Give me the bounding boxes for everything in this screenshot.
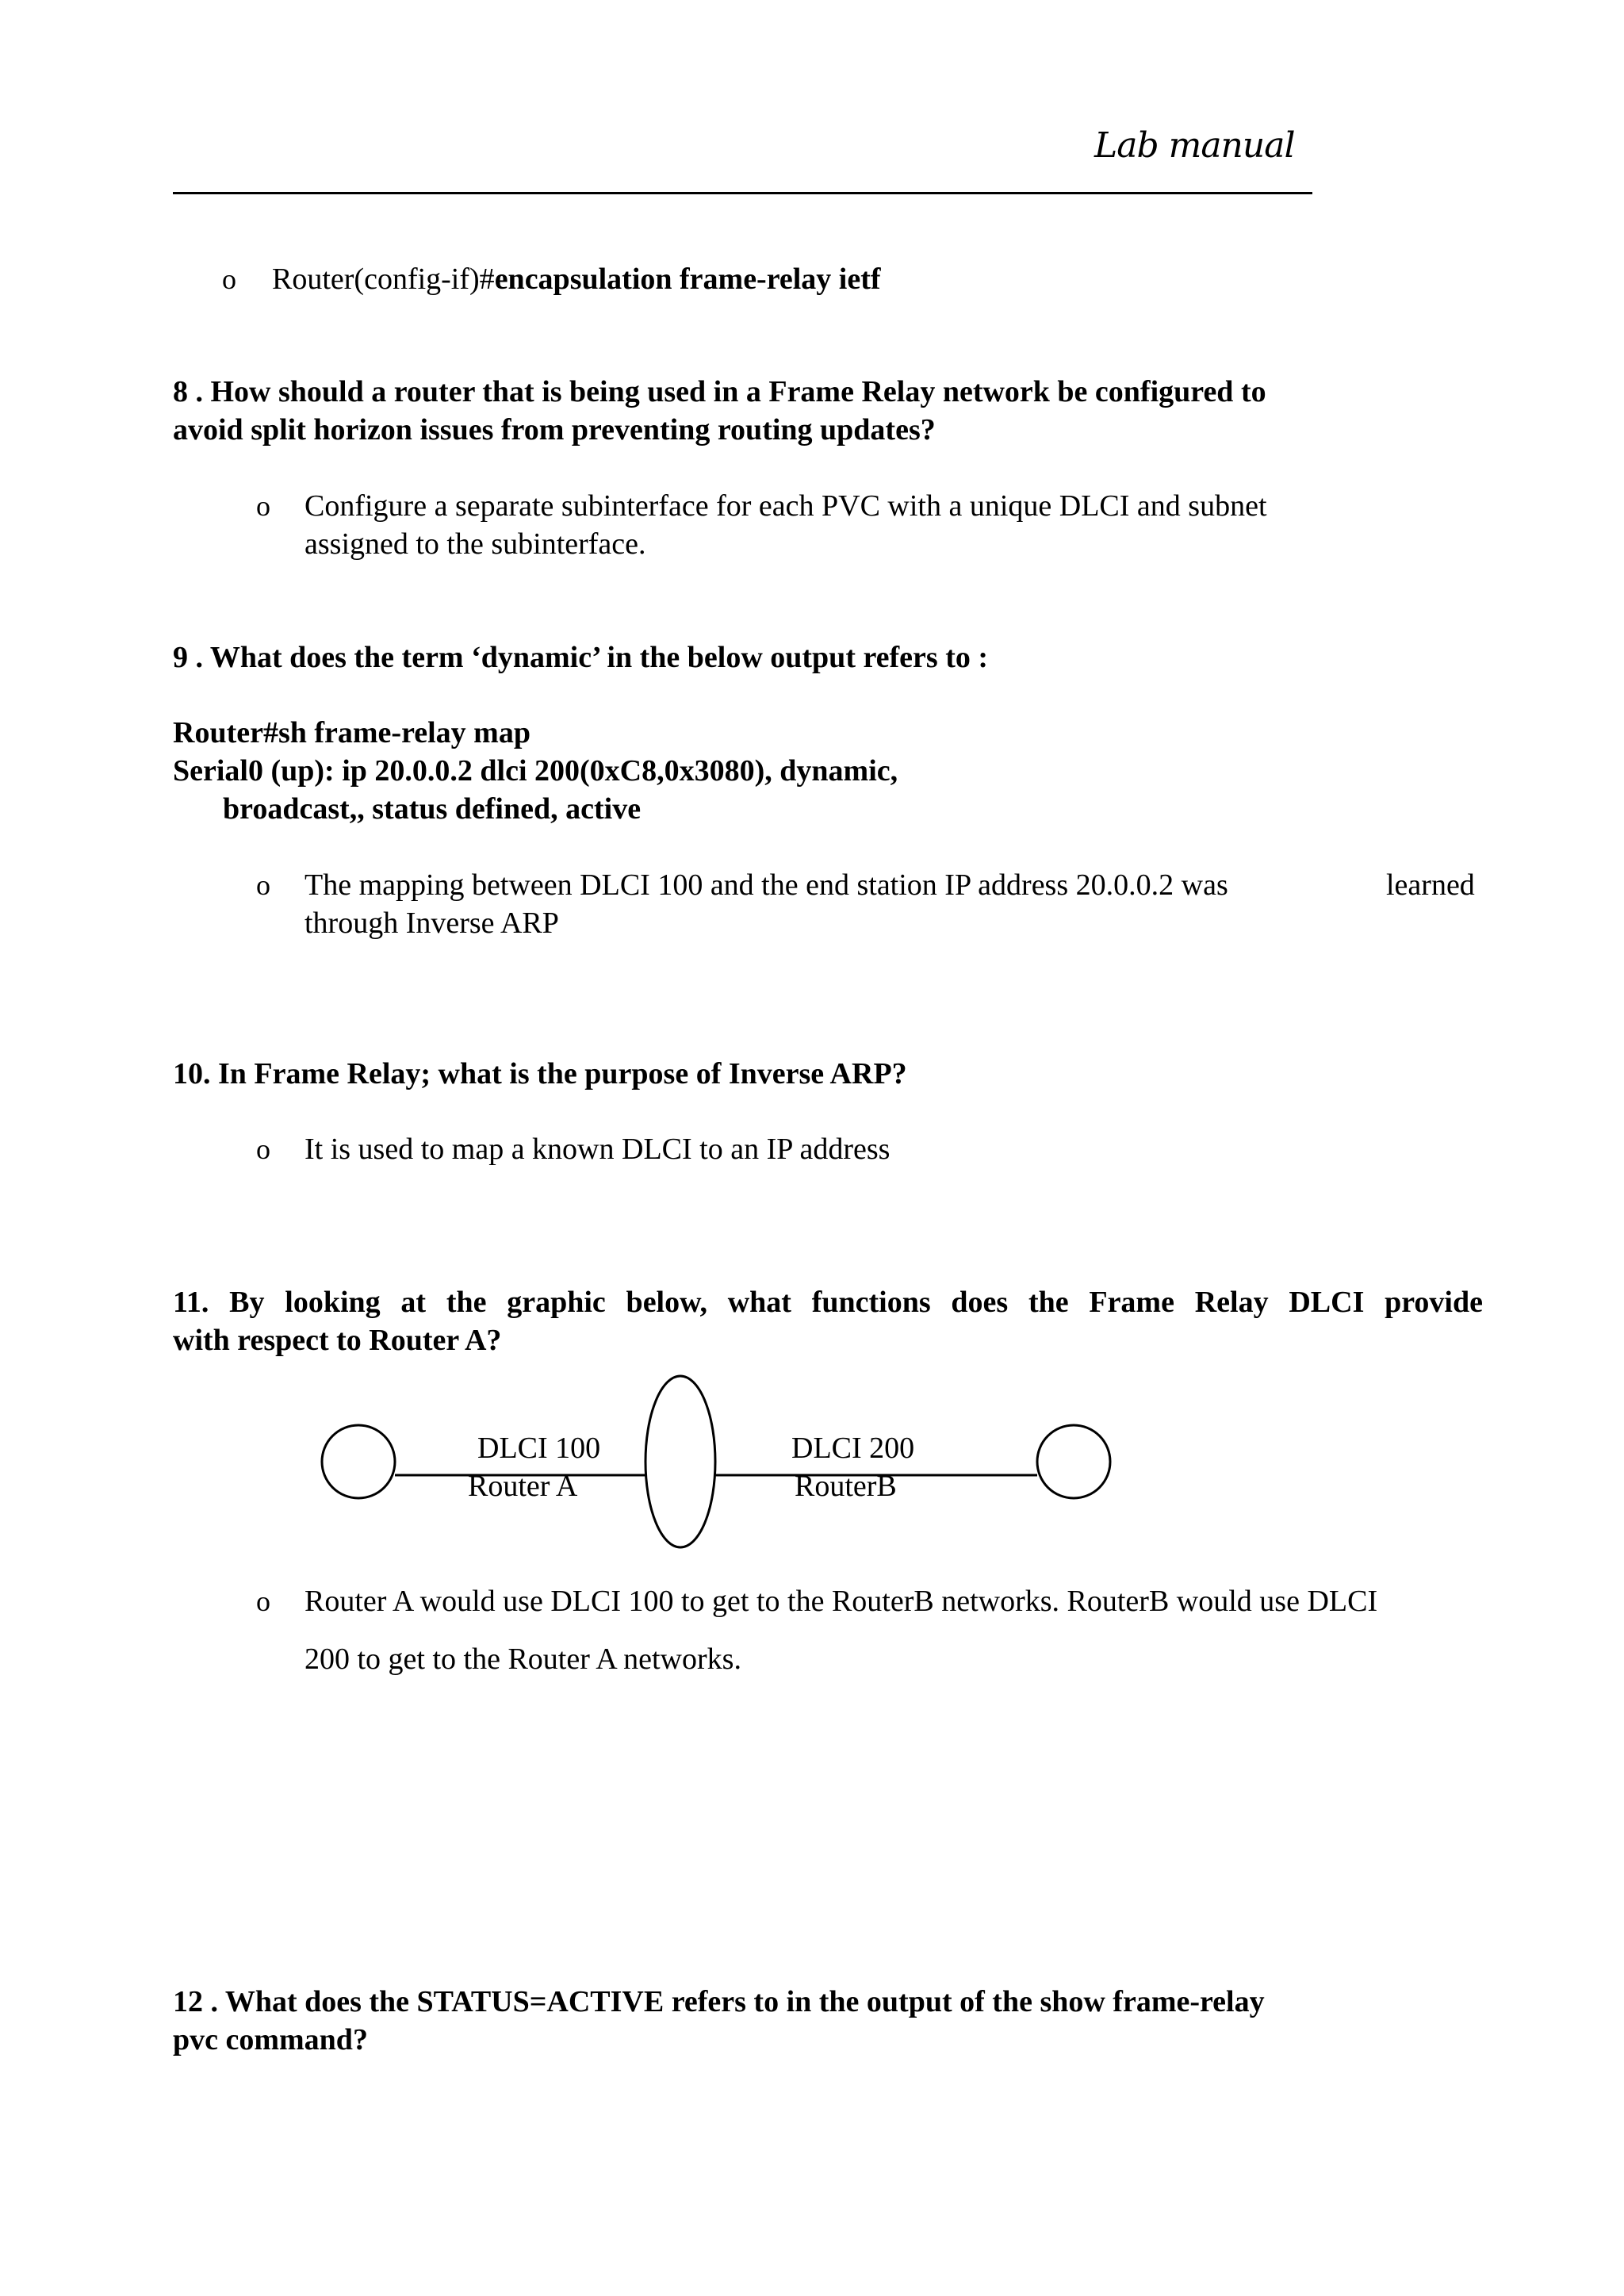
answer-11-line-1: Router A would use DLCI 100 to get to the RouterB networks. RouterB would use DLCI <box>304 1585 1378 1618</box>
header-title: Lab manual <box>1094 125 1295 166</box>
question-8-line-1: 8 . How should a router that is being used in a Frame Relay network be configured to <box>173 375 1266 408</box>
question-11-line-2: with respect to Router A? <box>173 1324 502 1357</box>
router-a-node <box>322 1425 395 1498</box>
output-line-1: Router#sh frame-relay map <box>173 716 530 749</box>
bullet-marker: o <box>256 1133 270 1165</box>
bullet-marker: o <box>256 869 270 901</box>
bullet-marker: o <box>256 490 270 522</box>
question-12-line-2: pvc command? <box>173 2023 368 2056</box>
question-12-line-1: 12 . What does the STATUS=ACTIVE refers to in the output of the show frame-relay <box>173 1985 1265 2018</box>
question-8-line-2: avoid split horizon issues from preventing routing updates? <box>173 413 936 447</box>
router-b-node <box>1037 1425 1110 1498</box>
output-line-2: Serial0 (up): ip 20.0.0.2 dlci 200(0xC8,0x3080), dynamic, <box>173 754 898 788</box>
right-router-label: RouterB <box>795 1470 897 1503</box>
output-line-3: broadcast,, status defined, active <box>223 792 642 826</box>
left-router-label: Router A <box>468 1470 578 1503</box>
command-prefix: Router(config-if)# <box>272 263 495 296</box>
config-command-line <box>272 260 881 298</box>
answer-9-line-1: The mapping between DLCI 100 and the end station IP address 20.0.0.2 was <box>304 868 1228 902</box>
answer-8-line-2: assigned to the subinterface. <box>304 527 646 561</box>
answer-9-line-2: through Inverse ARP <box>304 907 559 940</box>
question-10: 10. In Frame Relay; what is the purpose of Inverse ARP? <box>173 1057 907 1091</box>
answer-10: It is used to map a known DLCI to an IP address <box>304 1133 891 1166</box>
left-dlci-label: DLCI 100 <box>477 1432 601 1465</box>
answer-11-line-2: 200 to get to the Router A networks. <box>304 1642 741 1676</box>
answer-8-line-1: Configure a separate subinterface for each PVC with a unique DLCI and subnet <box>304 489 1267 523</box>
frame-relay-cloud <box>645 1376 715 1547</box>
header-rule <box>173 192 1312 194</box>
bullet-marker: o <box>222 263 236 295</box>
bullet-marker: o <box>256 1585 270 1617</box>
answer-9-line-1-end: learned <box>1386 868 1475 902</box>
command-text: encapsulation frame-relay ietf <box>494 263 881 296</box>
frame-relay-diagram <box>301 1364 1142 1562</box>
question-11-line-1: 11. By looking at the graphic below, what functions does the Frame Relay DLCI provide <box>173 1286 1483 1319</box>
question-9: 9 . What does the term ‘dynamic’ in the below output refers to : <box>173 641 989 674</box>
right-dlci-label: DLCI 200 <box>791 1432 915 1465</box>
